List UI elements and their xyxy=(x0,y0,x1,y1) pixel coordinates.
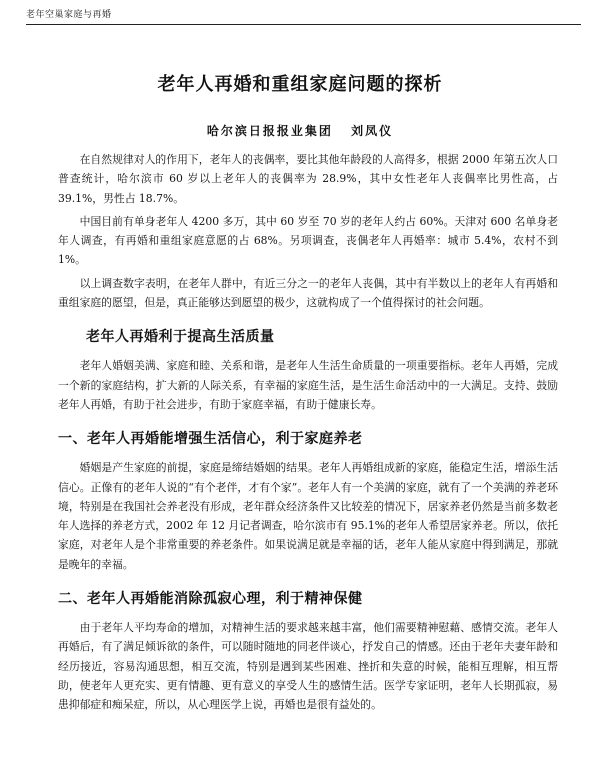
intro-paragraph: 中国目前有单身老年人 4200 多万，其中 60 岁至 70 岁的老年人约占 60%。天津对 600 名单身老年人调查，有再婚和重组家庭意愿的占 68%。另项调查，丧偶老年人再婚率：城市 5.4%，农村不到 1%。 xyxy=(58,214,558,267)
intro-paragraph: 在自然规律对人的作用下，老年人的丧偶率，要比其他年龄段的人高得多，根据 2000 年第五次人口普查统计，哈尔滨市 60 岁以上老年人的丧偶率为 28.9%，其中女性老年人丧偶率比男性高，占 39.1%，男性占 18.7%。 xyxy=(58,153,558,205)
section-heading: 一、老年人再婚能增强生活信心，利于家庭养老 xyxy=(58,431,363,448)
section-paragraph: 由于老年人平均寿命的增加，对精神生活的要求越来越丰富，他们需要精神慰藉、感情交流。老年人再婚后，有了满足倾诉欲的条件，可以随时随地的同老伴谈心，抒发自己的情感。还由于老年夫妻年龄和经历接近，容易沟通思想，相互交流，特别是遇到某些困难、挫折和失意的时候，能相互理解，相互帮助，使老年人更充实、更有情趣、更有意义的享受人生的感情生活。医学专家证明，老年人长期孤寂，易患抑郁症和痴呆症，所以，从心理医学上说，再婚也是很有益处的。 xyxy=(58,621,558,712)
section-paragraph: 老年人婚姻美满、家庭和睦、关系和谐，是老年人生活生命质量的一项重要指标。老年人再婚，完成一个新的家庭结构，扩大新的人际关系，有幸福的家庭生活，是生活生命活动中的一大满足。支持、鼓励老年人再婚，有助于社会进步，有助于家庭幸福，有助于健康长寿。 xyxy=(58,359,558,411)
intro-paragraph: 以上调查数字表明，在老年人群中，有近三分之一的老年人丧偶，其中有半数以上的老年人有再婚和重组家庭的愿望，但是，真正能够达到愿望的极少，这就构成了一个值得探讨的社会问题。 xyxy=(58,276,558,310)
section-heading: 老年人再婚利于提高生活质量 xyxy=(86,329,275,346)
section-heading: 二、老年人再婚能消除孤寂心理，利于精神保健 xyxy=(58,591,363,608)
author-organization: 哈尔滨日报报业集团 xyxy=(206,124,333,138)
section-paragraph: 婚姻是产生家庭的前提，家庭是缔结婚姻的结果。老年人再婚组成新的家庭，能稳定生活，增添生活信心。正像有的老年人说的“有个老伴，才有个家”。老年人有一个美满的家庭，就有了一个美满的养老环境，特别是在我国社会养老没有形成，老年群众经济条件又比较差的情况下，居家养老仍然是当前多数老年人选择的养老方式，2002 年 12 月记者调查，哈尔滨市有 95.1%的老年人希望居家养老。所以，依托家庭，对老年人是个非常重要的养老条件。如果说满足就是幸福的话，老年人能从家庭中得到满足，那就是晚年的幸福。 xyxy=(58,461,558,571)
running-header: 老年空巢家庭与再婚 xyxy=(26,8,581,25)
article-title: 老年人再婚和重组家庭问题的探析 xyxy=(157,74,443,95)
article-body xyxy=(58,150,558,715)
author-name: 刘凤仪 xyxy=(351,124,394,138)
byline xyxy=(0,122,600,139)
